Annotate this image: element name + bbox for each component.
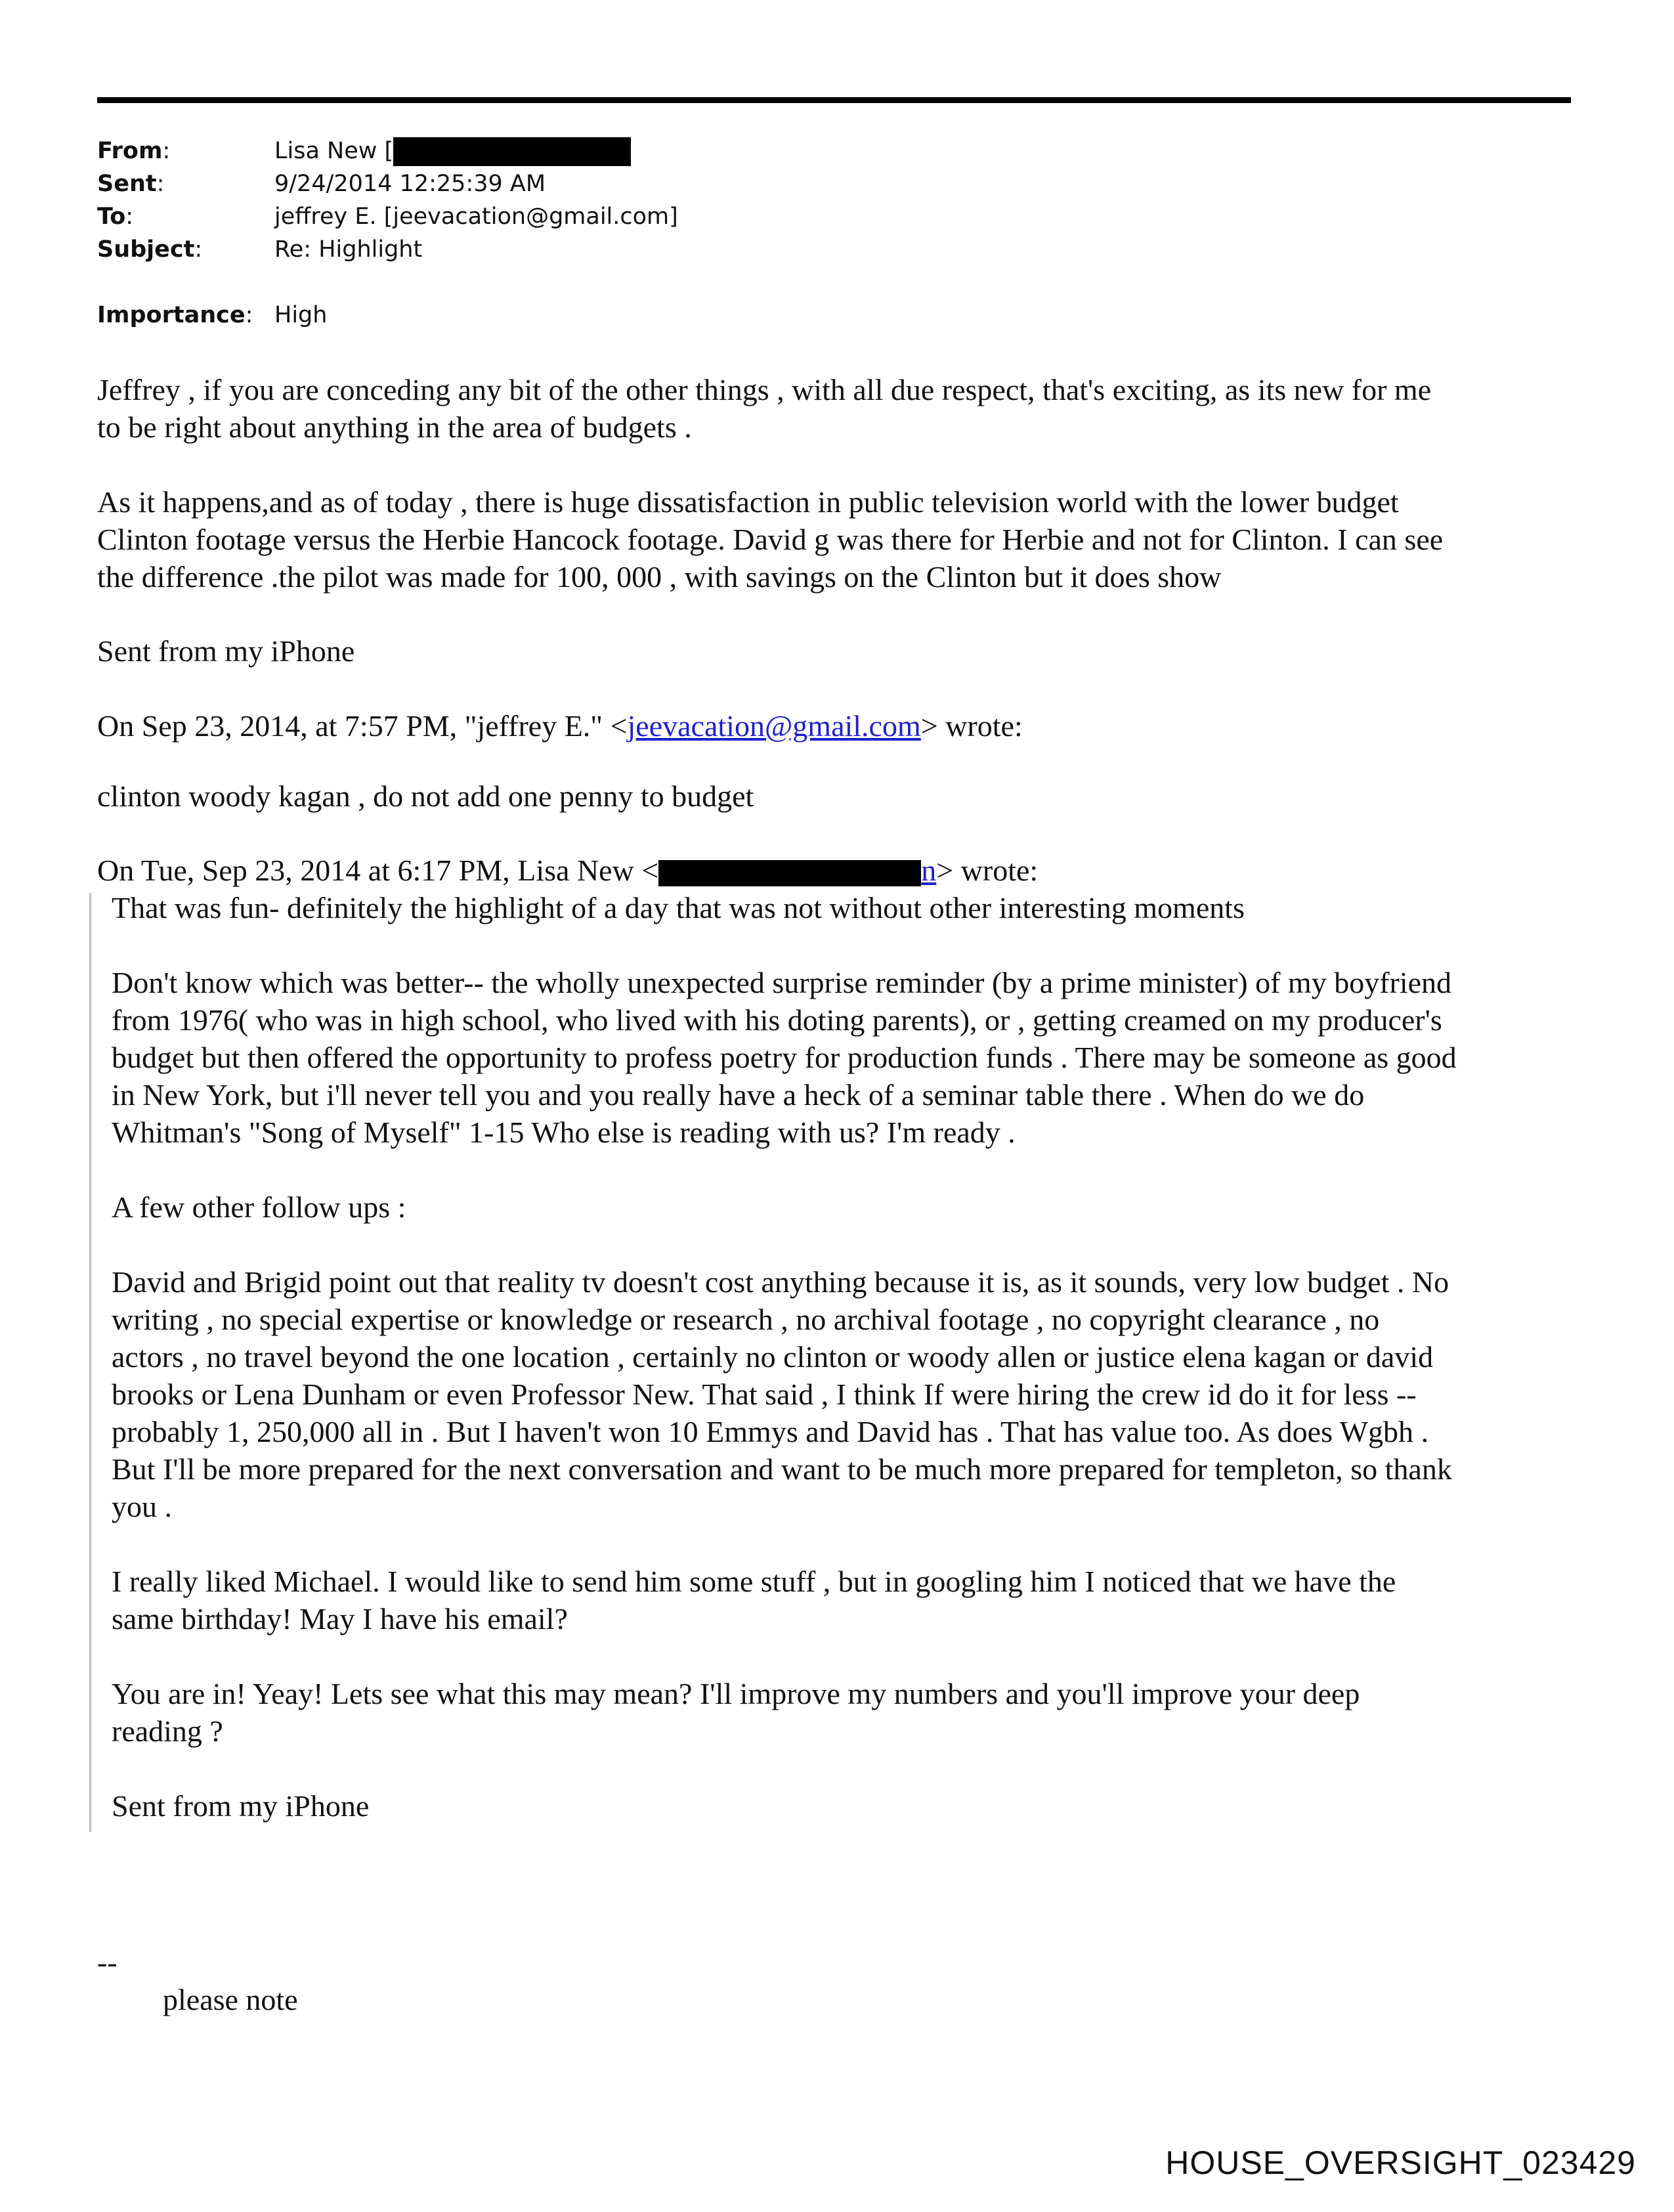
reply-paragraph-2: [97, 483, 1443, 596]
sent-label: Sent:: [97, 171, 165, 197]
quoted-2-paragraph-2: [112, 964, 1457, 1151]
quoted-1-line: clinton woody kagan , do not add one penny to budget: [97, 779, 754, 813]
text-line: to be right about anything in the area of budgets .: [97, 410, 692, 444]
text-line: you .: [112, 1490, 172, 1523]
signature-dashes: --: [97, 1945, 118, 1979]
reply-paragraph-1: [97, 371, 1431, 446]
text-line: brooks or Lena Dunham or even Professor New. That said , I think If were hiring the crew id do it for less --: [112, 1377, 1417, 1411]
quoted-2-line-1: That was fun- definitely the highlight of a day that was not without other interesting moments: [112, 891, 1245, 924]
text-line: You are in! Yeay! Lets see what this may mean? I'll improve my numbers and you'll improve your deep: [112, 1677, 1360, 1710]
from-value: Lisa New [: [274, 135, 631, 167]
document-id: HOUSE_OVERSIGHT_023429: [1165, 2144, 1636, 2181]
quoted-2-paragraph-4: [112, 1263, 1452, 1525]
subject-value: Re: Highlight: [274, 236, 423, 263]
importance-value: High: [274, 302, 328, 328]
to-label: To:: [97, 204, 134, 230]
text-line: Whitman's "Song of Myself" 1-15 Who else is reading with us? I'm ready .: [112, 1116, 1016, 1149]
quoted-2-paragraph-5: [112, 1563, 1396, 1637]
from-label: From:: [97, 138, 171, 164]
text-line: in New York, but i'll never tell you and you really have a heck of a seminar table there . When do we do: [112, 1078, 1365, 1112]
importance-label: Importance:: [97, 302, 253, 328]
text-line: actors , no travel beyond the one location , certainly no clinton or woody allen or justice elena kagan or david: [112, 1340, 1434, 1374]
top-rule: [97, 97, 1571, 103]
text-line: Jeffrey , if you are conceding any bit of the other things , with all due respect, that's exciting, as its new for me: [97, 373, 1432, 406]
text-line: budget but then offered the opportunity to profess poetry for production funds . There may be someone as good: [112, 1041, 1457, 1074]
text-line: reading ?: [112, 1714, 223, 1748]
redaction-box: [658, 860, 921, 886]
subject-label: Subject:: [97, 236, 203, 263]
quote-bar: [89, 893, 91, 1832]
reply-signature: Sent from my iPhone: [97, 634, 355, 668]
email-link[interactable]: jeevacation@gmail.com: [627, 709, 921, 743]
redacted-email-link[interactable]: n: [658, 854, 936, 887]
quoted-2-paragraph-6: [112, 1675, 1360, 1750]
text-line: the difference .the pilot was made for 100, 000 , with savings on the Clinton but it does show: [97, 560, 1222, 594]
text-line: I really liked Michael. I would like to send him some stuff , but in googling him I noticed that we have the: [112, 1565, 1396, 1598]
text-line: David and Brigid point out that reality tv doesn't cost anything because it is, as it sounds, very low budget . No: [112, 1265, 1449, 1299]
text-line: probably 1, 250,000 all in . But I haven't won 10 Emmys and David has . That has value too. As does Wgbh .: [112, 1415, 1429, 1448]
sent-value: 9/24/2014 12:25:39 AM: [274, 171, 546, 197]
text-line: Don't know which was better-- the wholly unexpected surprise reminder (by a prime minister) of my boyfriend: [112, 966, 1452, 999]
redaction-box: [393, 137, 631, 166]
quoted-2-paragraph-3: A few other follow ups :: [112, 1190, 406, 1224]
text-line: same birthday! May I have his email?: [112, 1602, 568, 1636]
quoted-2-intro: On Tue, Sep 23, 2014 at 6:17 PM, Lisa New < n> wrote:: [97, 854, 1039, 887]
please-note: please note: [163, 1983, 298, 2016]
to-value: jeffrey E. [jeevacation@gmail.com]: [274, 204, 678, 230]
text-line: writing , no special expertise or knowledge or research , no archival footage , no copyright clearance , no: [112, 1303, 1380, 1336]
text-line: But I'll be more prepared for the next conversation and want to be much more prepared for templeton, so thank: [112, 1452, 1452, 1486]
text-line: Clinton footage versus the Herbie Hancock footage. David g was there for Herbie and not for Clinton. I can see: [97, 523, 1444, 556]
quoted-2-signature: Sent from my iPhone: [112, 1789, 370, 1823]
quoted-1-intro: On Sep 23, 2014, at 7:57 PM, "jeffrey E." <jeevacation@gmail.com> wrote:: [97, 709, 1023, 743]
text-line: As it happens,and as of today , there is huge dissatisfaction in public television world with the lower budget: [97, 485, 1399, 519]
text-line: from 1976( who was in high school, who lived with his doting parents), or , getting creamed on my producer's: [112, 1003, 1442, 1037]
